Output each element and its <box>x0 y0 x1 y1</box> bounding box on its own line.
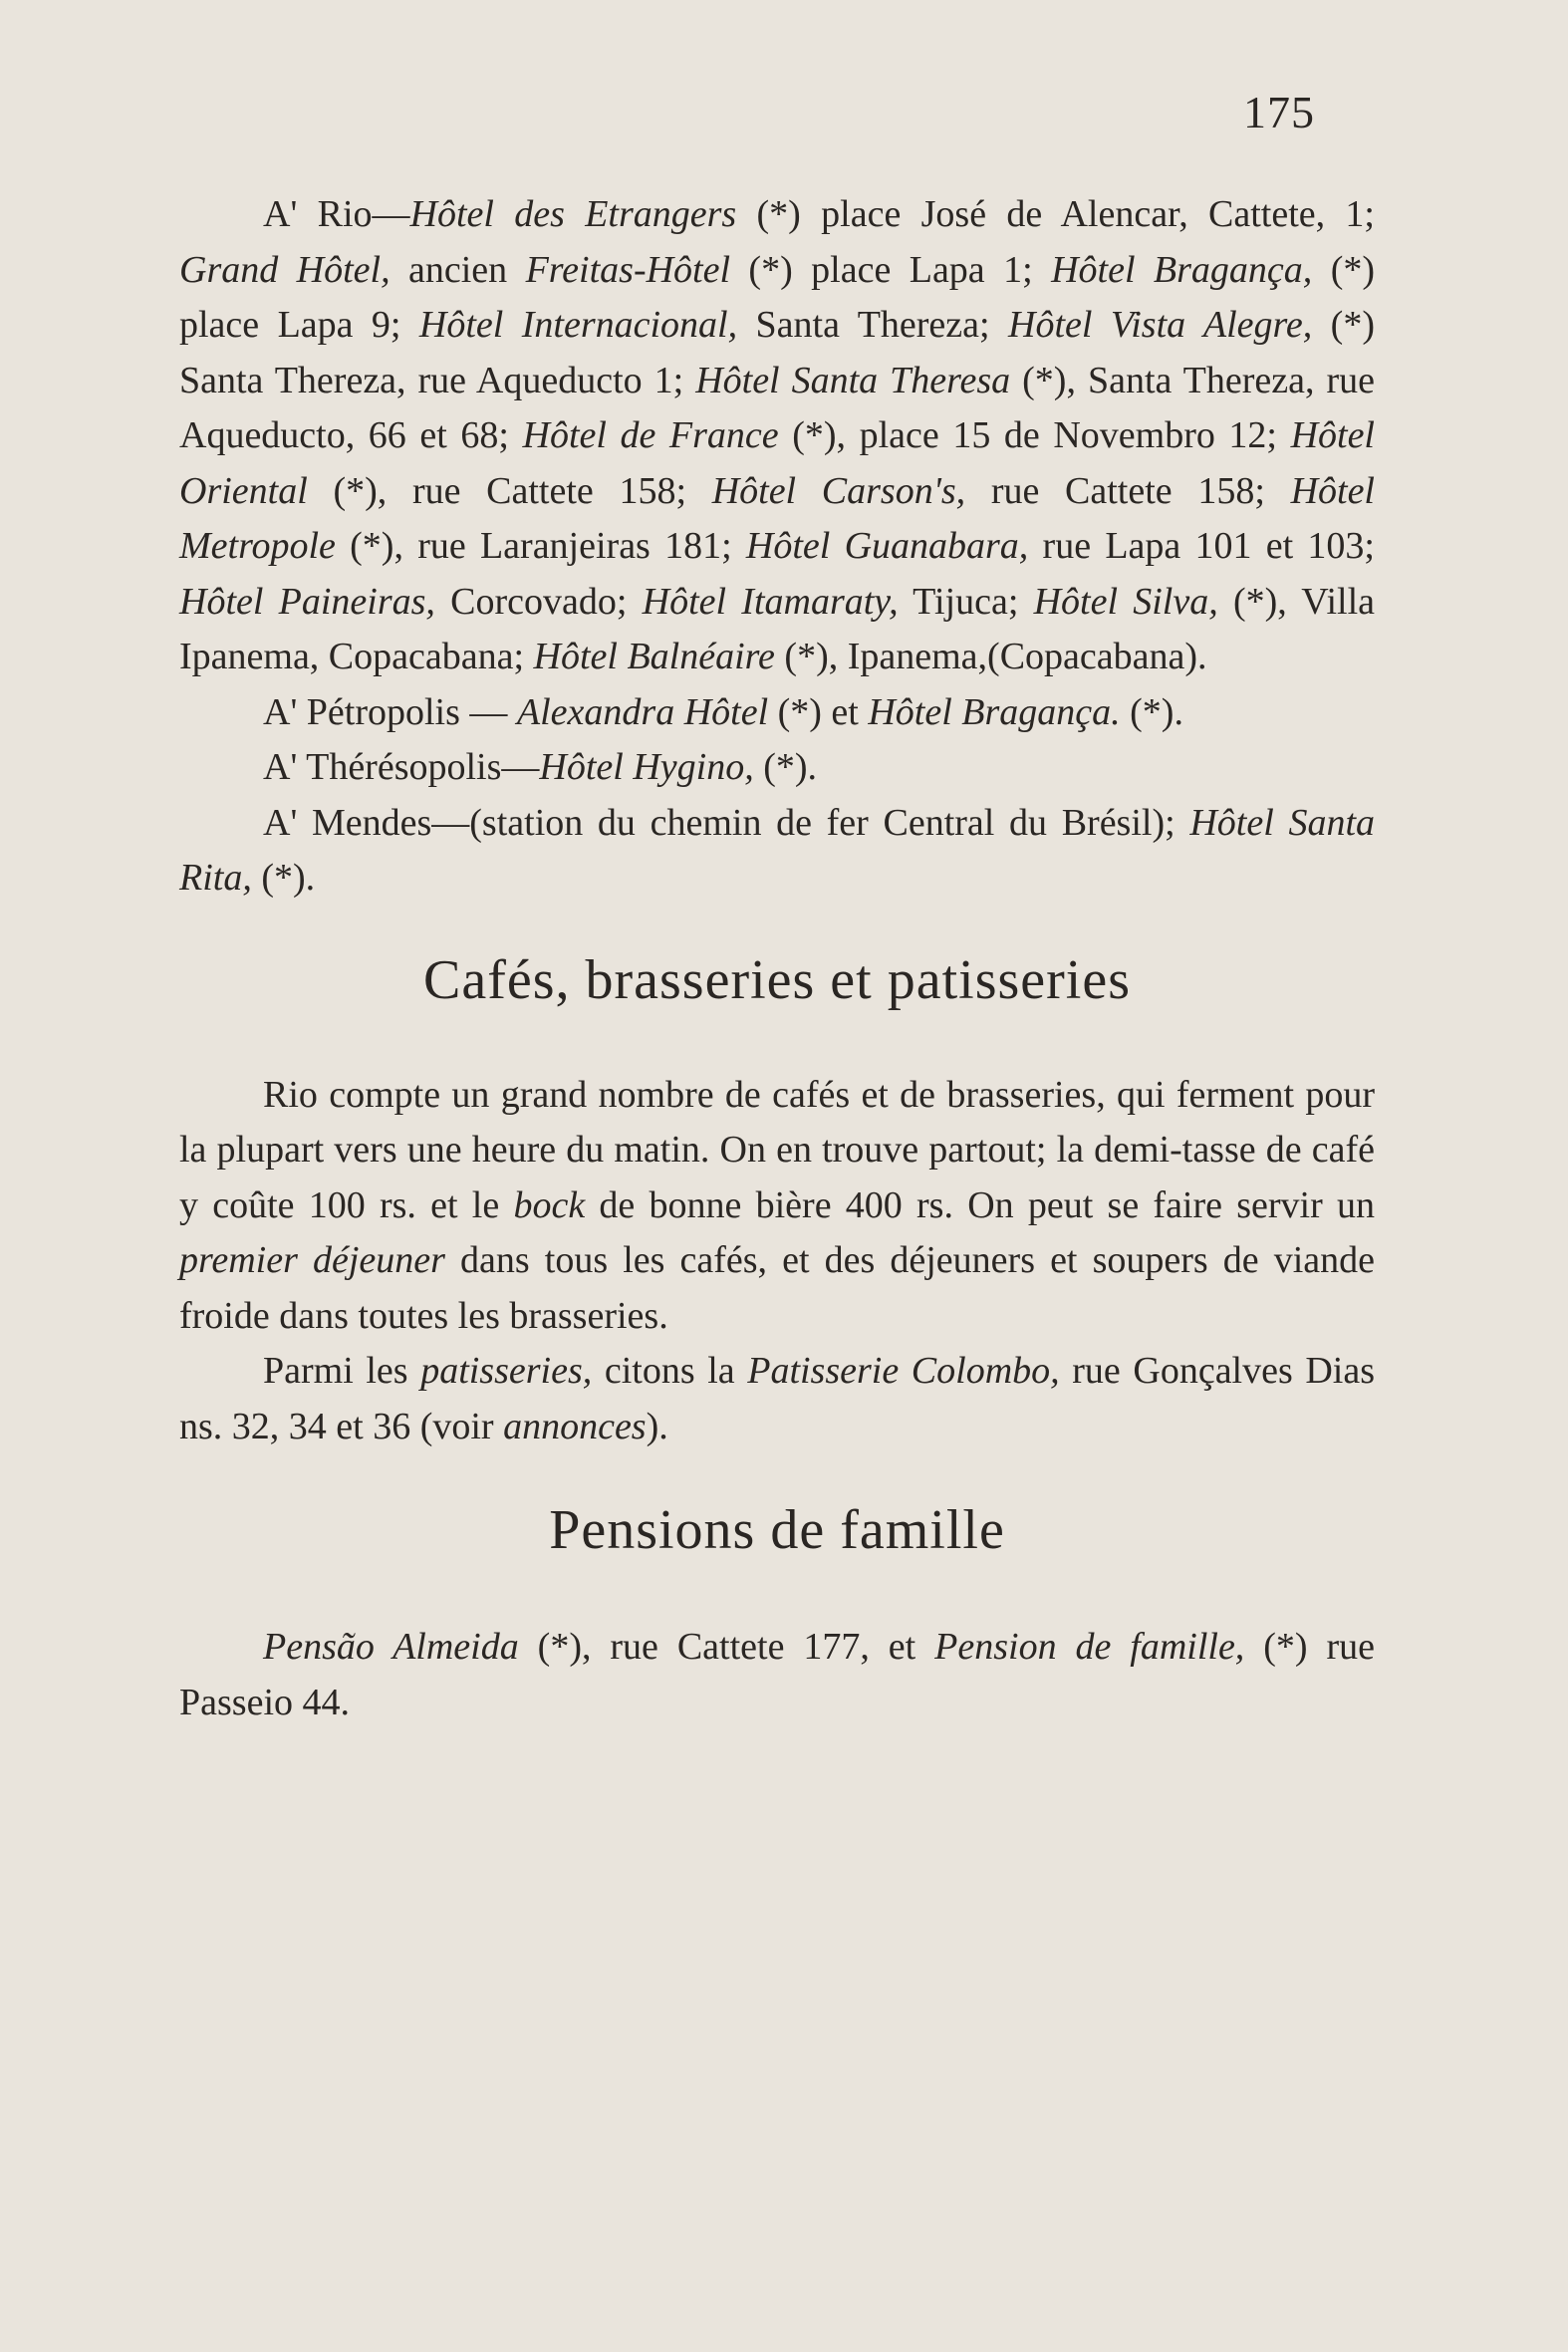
paragraph-rio-hotels: A' Rio—Hôtel des Etrangers (*) place José de Alencar, Cattete, 1; Grand Hôtel, ancien Freitas-Hôtel (*) place Lapa 1; Hôtel Bragança, (*) place Lapa 9; Hôtel Internacional, Santa Thereza; Hôtel Vista Alegre, (*) Santa Thereza, rue Aqueducto 1; Hôtel Santa Theresa (*), Santa Thereza, rue Aqueducto, 66 et 68; Hôtel de France (*), place 15 de Novembro 12; Hôtel Oriental (*), rue Cattete 158; Hôtel Carson's, rue Cattete 158; Hôtel Metropole (*), rue Laranjeiras 181; Hôtel Guanabara, rue Lapa 101 et 103; Hôtel Paineiras, Corcovado; Hôtel Itamaraty, Tijuca; Hôtel Silva, (*), Villa Ipanema, Copacabana; Hôtel Balnéaire (*), Ipanema,(Copacabana). <box>179 193 1376 677</box>
paragraph-cafes: Rio compte un grand nombre de cafés et de brasseries, qui ferment pour la plupart vers une heure du matin. On en trouve partout; la demi-tasse de café y coûte 100 rs. et le bock de bonne bière 400 rs. On peut se faire servir un premier déjeuner dans tous les cafés, et des déjeuners et soupers de viande froide dans toutes les brasseries. <box>179 1073 1376 1337</box>
paragraph-petropolis-hotels: A' Pétropolis — Alexandra Hôtel (*) et Hôtel Bragança. (*). <box>263 690 1183 733</box>
paragraph-mendes-hotels: A' Mendes—(station du chemin de fer Central du Brésil); Hôtel Santa Rita, (*). <box>179 801 1375 899</box>
paragraph-pensions: Pensão Almeida (*), rue Cattete 177, et Pension de famille, (*) rue Passeio 44. <box>179 1626 1375 1723</box>
page-body <box>179 187 1375 1730</box>
section-heading-cafes: Cafés, brasseries et patisseries <box>423 948 1131 1011</box>
section-heading-pensions: Pensions de famille <box>549 1499 1005 1561</box>
paragraph-theresopolis-hotels: A' Thérésopolis—Hôtel Hygino, (*). <box>263 746 818 788</box>
page-number: 175 <box>1243 87 1315 137</box>
paragraph-patisseries: Parmi les patisseries, citons la Patisserie Colombo, rue Gonçalves Dias ns. 32, 34 et 36 (voir annonces). <box>179 1350 1376 1447</box>
